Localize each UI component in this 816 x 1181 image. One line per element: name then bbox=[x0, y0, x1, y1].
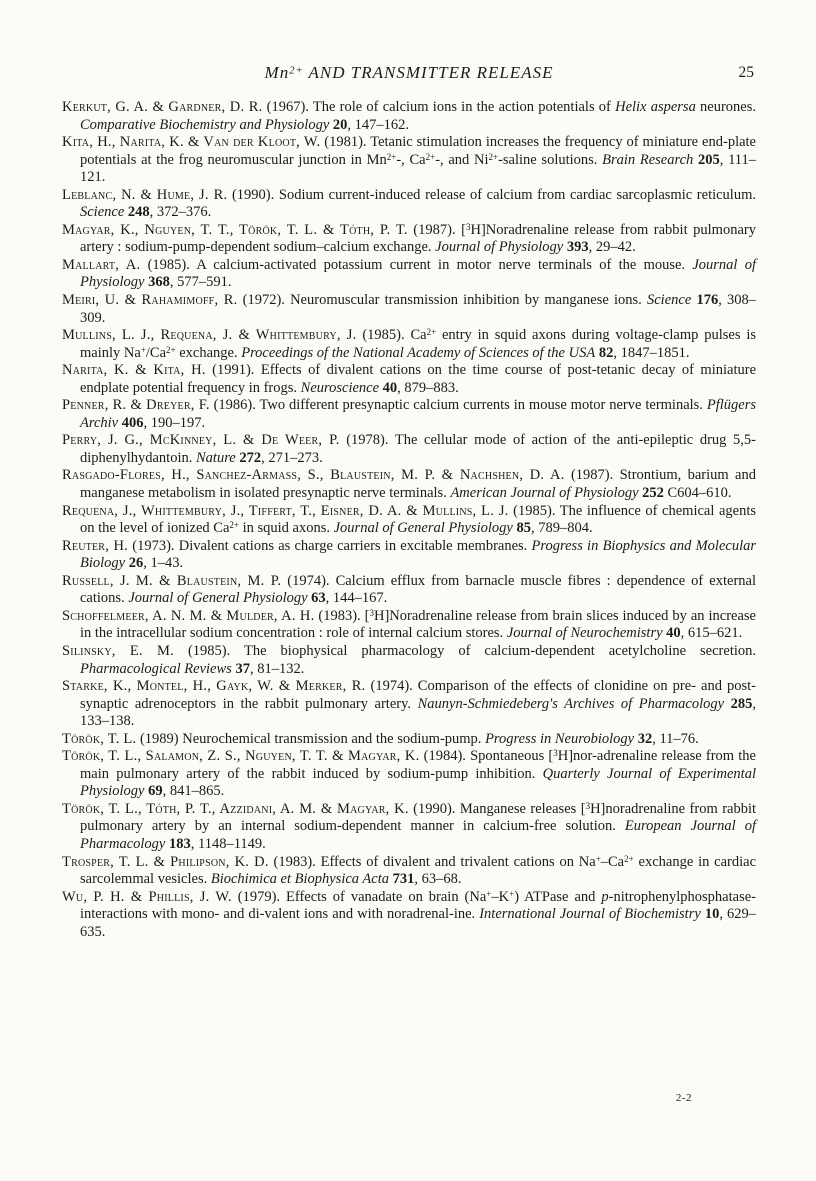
reference-text: (1985). A calcium-activated potassium current in motor nerve terminals of the mouse. bbox=[140, 256, 693, 273]
superscript-text: 2+ bbox=[166, 344, 176, 355]
volume-number: 40 bbox=[666, 625, 681, 642]
reference-text: (1987). [ bbox=[407, 221, 466, 238]
reference-text: , 190–197. bbox=[143, 414, 206, 431]
reference-authors: Wu, P. H. & Phillis, J. W. bbox=[62, 888, 232, 905]
italic-text: Journal of Physiology bbox=[80, 256, 757, 291]
italic-text: Brain Research bbox=[602, 151, 694, 168]
reference-item bbox=[62, 503, 756, 538]
superscript-text: 2+ bbox=[386, 151, 397, 162]
reference-text: (1990). Manganese releases [ bbox=[408, 800, 586, 817]
volume-number: 69 bbox=[148, 783, 163, 800]
superscript-text: 3 bbox=[465, 222, 471, 233]
italic-text: Science bbox=[646, 292, 692, 309]
volume-number: 32 bbox=[637, 730, 653, 747]
volume-number: 272 bbox=[239, 449, 262, 466]
reference-text: (1983). [ bbox=[314, 607, 370, 624]
reference-text: (1989) Neurochemical transmission and the sodium-pump. bbox=[136, 730, 486, 747]
volume-number: 85 bbox=[516, 520, 531, 537]
volume-number: 63 bbox=[311, 590, 326, 607]
superscript-text: 2+ bbox=[624, 853, 634, 864]
reference-item bbox=[62, 187, 756, 222]
volume-number: 82 bbox=[598, 344, 614, 361]
reference-text: H]Noradrenaline release from rabbit pulmonary artery : sodium-pump-dependent sodium–calcium exchange. bbox=[80, 221, 756, 256]
reference-item bbox=[62, 134, 756, 187]
italic-text: Pflügers Archiv bbox=[80, 397, 756, 431]
reference-text: -, and Ni bbox=[435, 151, 489, 168]
reference-text: (1978). The cellular mode of action of the anti-epileptic drug 5,5-diphenylhydantoin. bbox=[80, 432, 756, 466]
reference-text: (1991). Effects of divalent cations on the time course of post-tetanic decay of miniature endplate potential frequency in frogs. bbox=[80, 362, 757, 396]
reference-authors: Mallart, A. bbox=[62, 256, 141, 273]
reference-item bbox=[62, 801, 756, 854]
superscript-text: + bbox=[140, 344, 146, 355]
volume-number: 40 bbox=[382, 379, 398, 396]
volume-number: 406 bbox=[121, 414, 144, 431]
volume-number: 20 bbox=[332, 116, 348, 133]
reference-authors: Mullins, L. J., Requena, J. & Whittembury, J. bbox=[62, 327, 357, 344]
volume-number: 205 bbox=[698, 151, 720, 168]
superscript-text: + bbox=[486, 888, 492, 899]
volume-number: 731 bbox=[392, 871, 415, 888]
reference-text: /Ca bbox=[145, 344, 167, 361]
reference-text: , 63–68. bbox=[414, 871, 462, 888]
reference-text: (1972). Neuromuscular transmission inhibition by manganese ions. bbox=[237, 292, 647, 309]
reference-text: (1986). Two different presynaptic calcium currents in mouse motor nerve terminals. bbox=[209, 397, 707, 414]
reference-authors: Narita, K. & Kita, H. bbox=[62, 362, 206, 379]
italic-text: European Journal of Pharmacology bbox=[80, 818, 756, 852]
reference-text: (1974). Calcium efflux from barnacle muscle fibres : dependence of external cations. bbox=[80, 572, 756, 607]
reference-authors: Trosper, T. L. & Philipson, K. D. bbox=[62, 853, 269, 870]
reference-authors: Requena, J., Whittembury, J., Tiffert, T., Eisner, D. A. & Mullins, L. J. bbox=[62, 502, 509, 519]
reference-text: , 1847–1851. bbox=[613, 344, 690, 361]
reference-item bbox=[62, 748, 756, 801]
italic-text: Journal of Neurochemistry bbox=[506, 625, 663, 642]
page-title bbox=[265, 63, 554, 83]
italic-text: Journal of Physiology bbox=[435, 239, 564, 256]
reference-item bbox=[62, 432, 756, 467]
volume-number: 26 bbox=[128, 555, 144, 572]
reference-text: , 615–621. bbox=[680, 625, 743, 642]
superscript-text: 2+ bbox=[488, 151, 499, 162]
superscript-text: 3 bbox=[553, 748, 558, 759]
superscript-text: 2+ bbox=[425, 151, 436, 162]
reference-item bbox=[62, 99, 756, 134]
reference-text: , 1148–1149. bbox=[190, 835, 266, 852]
volume-number: 368 bbox=[148, 274, 170, 291]
reference-text: -, Ca bbox=[396, 151, 426, 168]
reference-item bbox=[62, 608, 756, 643]
reference-text: ) ATPase and bbox=[514, 888, 602, 905]
reference-authors: Magyar, K., Nguyen, T. T., Török, T. L. & Tóth, P. T. bbox=[62, 221, 408, 238]
reference-authors: Török, T. L., Tóth, P. T., Azzidani, A. M. & Magyar, K. bbox=[62, 800, 409, 817]
italic-text: Journal of General Physiology bbox=[128, 590, 308, 607]
reference-text: , 1–43. bbox=[143, 555, 184, 572]
reference-item bbox=[62, 678, 756, 731]
reference-text: , 629–635. bbox=[80, 906, 756, 940]
reference-text: entry in squid axons during voltage-clamp pulses is mainly Na bbox=[80, 327, 757, 361]
reference-authors: Starke, K., Montel, H., Gayk, W. & Merker, R. bbox=[62, 678, 366, 695]
reference-text: H]nor-adrenaline release from the main pulmonary artery of the rabbit induced by sodium-pump inhibition. bbox=[80, 748, 756, 782]
reference-authors: Silinsky, E. M. bbox=[62, 642, 174, 659]
italic-text: Progress in Biophysics and Molecular Biology bbox=[80, 537, 756, 572]
superscript-text: 2+ bbox=[229, 520, 239, 531]
reference-text: (1981). Tetanic stimulation increases the frequency of miniature end-plate potentials at the frog neuromuscular junction in Mn bbox=[80, 134, 756, 168]
volume-number: 248 bbox=[127, 204, 150, 221]
reference-text: (1984). Spontaneous [ bbox=[419, 748, 554, 765]
reference-text: exchange. bbox=[175, 344, 242, 361]
reference-item bbox=[62, 362, 756, 397]
reference-item bbox=[62, 257, 756, 292]
volume-number: 183 bbox=[169, 835, 191, 852]
running-head bbox=[62, 63, 756, 83]
volume-number: 252 bbox=[642, 485, 664, 502]
reference-text: –Ca bbox=[600, 853, 625, 870]
italic-text: Science bbox=[80, 204, 125, 221]
italic-text: AND TRANSMITTER RELEASE bbox=[303, 63, 554, 82]
reference-item bbox=[62, 222, 756, 257]
reference-text: , 11–76. bbox=[652, 730, 699, 747]
superscript-text: 3 bbox=[585, 801, 591, 812]
reference-text: in squid axons. bbox=[238, 520, 334, 537]
reference-text: H]noradrenaline from rabbit pulmonary artery by an internal sodium-dependent manner in calcium-free solution. bbox=[80, 800, 757, 835]
reference-text: (1967). The role of calcium ions in the action potentials of bbox=[262, 99, 616, 115]
reference-item bbox=[62, 643, 756, 678]
reference-item bbox=[62, 538, 756, 573]
italic-text: International Journal of Biochemistry bbox=[479, 906, 701, 923]
reference-text: (1987). Strontium, barium and manganese metabolism in isolated presynaptic nerve terminals. bbox=[80, 467, 756, 502]
reference-authors: Schoffelmeer, A. N. M. & Mulder, A. H. bbox=[62, 607, 315, 624]
italic-text: Progress in Neurobiology bbox=[485, 730, 635, 747]
reference-text: , 147–162. bbox=[347, 116, 410, 133]
reference-text: , 111–121. bbox=[80, 151, 757, 186]
italic-text: American Journal of Physiology bbox=[450, 485, 639, 502]
reference-text: –K bbox=[491, 888, 510, 905]
reference-text: (1985). Ca bbox=[356, 327, 427, 344]
volume-number: 285 bbox=[730, 695, 753, 712]
reference-text: , 308–309. bbox=[80, 292, 757, 326]
reference-item bbox=[62, 327, 756, 362]
reference-text: , 133–138. bbox=[80, 695, 757, 730]
reference-text: exchange in cardiac sarcolemmal vesicles. bbox=[80, 853, 757, 888]
italic-text: Neuroscience bbox=[300, 379, 380, 396]
superscript-text: + bbox=[595, 853, 601, 864]
italic-text: Journal of General Physiology bbox=[333, 520, 513, 537]
superscript-text: 3 bbox=[369, 608, 374, 619]
reference-authors: Perry, J. G., McKinney, L. & De Weer, P. bbox=[62, 432, 340, 449]
reference-authors: Russell, J. M. & Blaustein, M. P. bbox=[62, 572, 282, 589]
volume-number: 37 bbox=[235, 660, 250, 677]
reference-text: , 879–883. bbox=[397, 379, 459, 396]
reference-item bbox=[62, 889, 756, 942]
reference-list bbox=[62, 99, 756, 941]
reference-authors: Rasgado-Flores, H., Sanchez-Armass, S., Blaustein, M. P. & Nachshen, D. A. bbox=[62, 467, 565, 484]
signature-mark: 2-2 bbox=[675, 1092, 692, 1104]
reference-text: , 372–376. bbox=[149, 204, 212, 221]
reference-authors: Penner, R. & Dreyer, F. bbox=[62, 397, 210, 414]
reference-text: (1985). The influence of chemical agents on the level of ionized Ca bbox=[80, 502, 756, 537]
volume-number: 10 bbox=[704, 906, 720, 923]
italic-text: Nature bbox=[196, 449, 236, 466]
reference-item bbox=[62, 292, 756, 327]
reference-item bbox=[62, 397, 756, 432]
italic-text: Quarterly Journal of Experimental Physiology bbox=[80, 765, 756, 800]
reference-authors: Meiri, U. & Rahamimoff, R. bbox=[62, 292, 238, 309]
reference-item bbox=[62, 573, 756, 608]
reference-text: , 271–273. bbox=[261, 449, 323, 466]
reference-text: (1990). Sodium current-induced release of calcium from cardiac sarcoplasmic reticulum. bbox=[227, 186, 756, 203]
reference-text: -saline solutions. bbox=[498, 151, 603, 168]
reference-authors: Reuter, H. bbox=[62, 537, 129, 554]
reference-text: (1983). Effects of divalent and trivalent cations on Na bbox=[268, 853, 596, 870]
reference-authors: Török, T. L., Salamon, Z. S., Nguyen, T. T. & Magyar, K. bbox=[62, 748, 420, 765]
reference-text: (1979). Effects of vanadate on brain (Na bbox=[231, 888, 487, 905]
italic-text: Helix aspersa bbox=[615, 99, 696, 115]
reference-item bbox=[62, 854, 756, 889]
italic-text: p bbox=[601, 888, 609, 905]
page-number: 25 bbox=[738, 64, 754, 81]
reference-text: (1973). Divalent cations as charge carriers in excitable membranes. bbox=[128, 537, 532, 554]
italic-text: Naunyn-Schmiedeberg's Archives of Pharmacology bbox=[417, 695, 725, 712]
reference-text: neurones. bbox=[695, 99, 757, 115]
reference-text: -nitrophenylphosphatase-interactions with mono- and di-valent ions and with noradrenal-ine. bbox=[80, 888, 756, 923]
reference-authors: Leblanc, N. & Hume, J. R. bbox=[62, 186, 228, 203]
volume-number: 393 bbox=[566, 239, 589, 256]
reference-authors: Török, T. L. bbox=[62, 730, 137, 747]
reference-authors: Kita, H., Narita, K. & Van der Kloot, W. bbox=[62, 134, 321, 151]
reference-text: H]Noradrenaline release from brain slices induced by an increase in the intracellular sodium concentration : role of internal calcium stores. bbox=[80, 607, 756, 642]
reference-text: (1985). The biophysical pharmacology of calcium-dependent acetylcholine secretion. bbox=[173, 642, 757, 659]
italic-text: Comparative Biochemistry and Physiology bbox=[80, 116, 330, 133]
superscript-text: 2+ bbox=[289, 65, 304, 77]
superscript-text: 2+ bbox=[426, 327, 437, 338]
italic-text: Mn bbox=[264, 63, 290, 82]
reference-text: , 577–591. bbox=[169, 274, 232, 291]
italic-text: Biochimica et Biophysica Acta bbox=[210, 871, 389, 888]
volume-number: 176 bbox=[696, 292, 719, 309]
reference-text: , 841–865. bbox=[162, 783, 225, 800]
reference-text: , 144–167. bbox=[325, 590, 388, 607]
reference-text: (1974). Comparison of the effects of clonidine on pre- and post-synaptic adrenoceptors in the rabbit pulmonary artery. bbox=[80, 678, 756, 712]
superscript-text: + bbox=[509, 888, 515, 899]
reference-text: , 789–804. bbox=[530, 520, 593, 537]
reference-text: , 81–132. bbox=[249, 660, 305, 677]
reference-text: C604–610. bbox=[663, 485, 732, 502]
italic-text: Pharmacological Reviews bbox=[80, 660, 232, 677]
italic-text: Proceedings of the National Academy of Sciences of the USA bbox=[241, 344, 596, 361]
reference-text: , 29–42. bbox=[588, 239, 636, 256]
reference-authors: Kerkut, G. A. & Gardner, D. R. bbox=[62, 99, 263, 115]
reference-item bbox=[62, 731, 756, 749]
reference-item bbox=[62, 467, 756, 502]
